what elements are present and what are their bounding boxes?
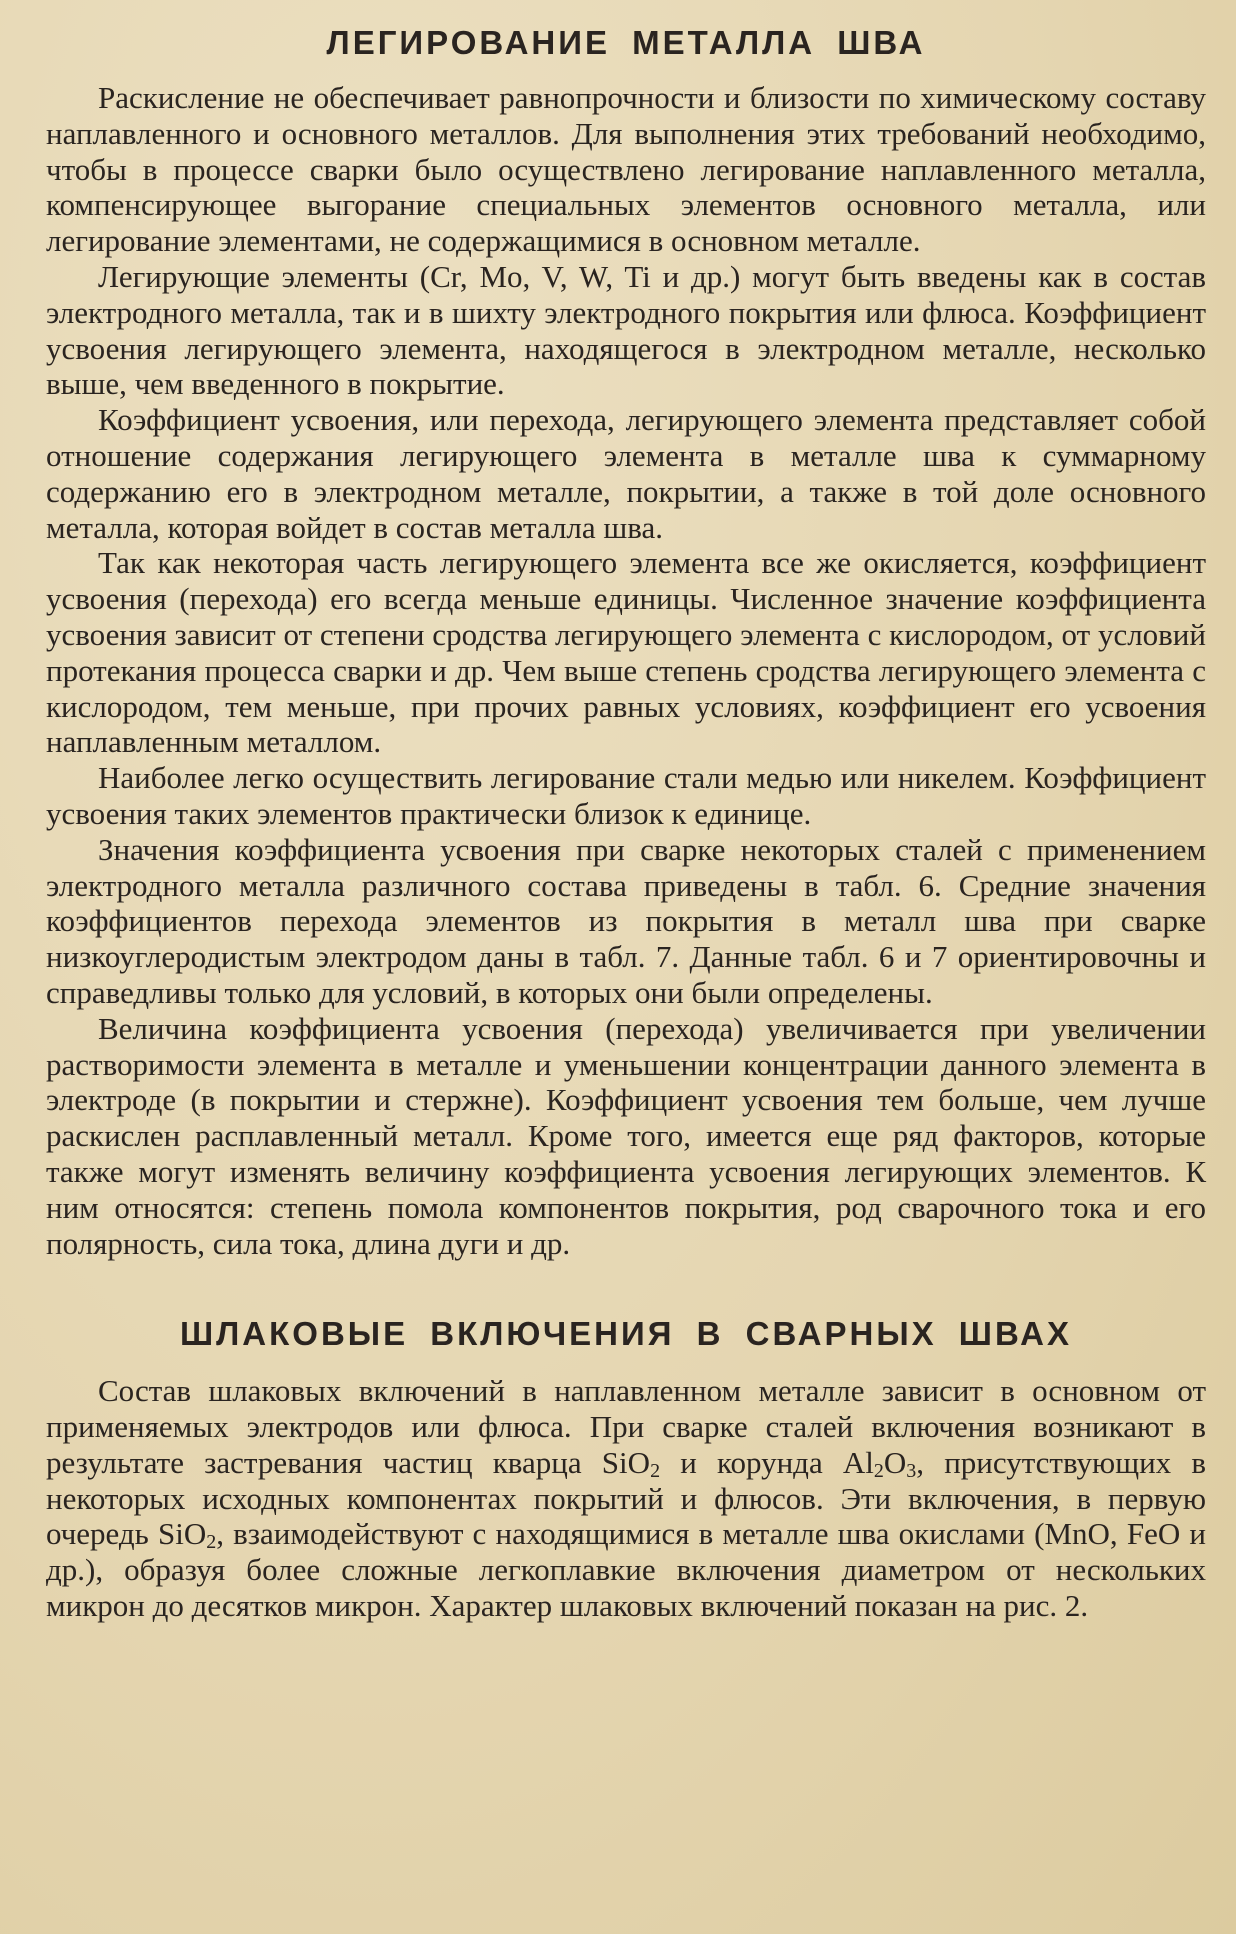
paragraph-oxidation: Так как некоторая часть легирующего элемента все же окисляется, коэффициент усвоения (перехода) его всегда меньше единицы. Численное значение коэффициента усвоения зависит от степени сродства легирующего элемента с кислородом, от условий протекания процесса сварки и др. Чем выше степень сродства легирующего элемента с кислородом, тем меньше, при прочих равных условиях, коэффициент его усвоения наплавленным металлом. bbox=[46, 545, 1206, 760]
text-run: O bbox=[883, 1444, 907, 1480]
paragraph-coefficient-factors: Величина коэффициента усвоения (перехода) увеличивается при увеличении растворимости элемента в металле и уменьшении концентрации данного элемента в электроде (в покрытии и стержне). Коэффициент усвоения тем больше, чем лучше раскислен расплавленный металл. Кроме того, имеется еще ряд факторов, которые также могут изменять величину коэффициента усвоения легирующих элементов. К ним относятся: степень помола компонентов покрытия, род сварочного тока и его полярность, сила тока, длина дуги и др. bbox=[46, 1010, 1206, 1261]
paragraph-slag-composition bbox=[46, 1373, 1206, 1624]
paragraph-alloying-elements: Легирующие элементы (Cr, Mo, V, W, Ti и др.) могут быть введены как в состав электродного металла, так и в шихту электродного покрытия или флюса. Коэффициент усвоения легирующего элемента, находящегося в электродном металле, несколько выше, чем введенного в покрытие. bbox=[46, 258, 1206, 402]
text-run: и корунда Al bbox=[660, 1444, 874, 1480]
paragraph-deoxidation: Раскисление не обеспечивает равнопрочности и близости по химическому составу наплавленного и основного металлов. Для выполнения этих требований необходимо, чтобы в процессе сварки было осуществлено легирование наплавленного металла, компенсирующее выгорание специальных элементов основного металла, или легирование элементами, не содержащимися в основном металле. bbox=[46, 80, 1206, 259]
subscript: 3 bbox=[906, 1459, 917, 1482]
subscript: 2 bbox=[873, 1459, 884, 1482]
text-run: , присутствующих в некоторых исходных компонентах покрытий и флюсов. Эти включения, в первую очередь SiO bbox=[46, 1444, 1206, 1552]
paragraph-transfer-coefficient-definition: Коэффициент усвоения, или перехода, легирующего элемента представляет собой отношение содержания легирующего элемента в металле шва к суммарному содержанию его в электродном металле, покрытии, а также в той доле основного металла, которая войдет в состав металла шва. bbox=[46, 402, 1206, 545]
paragraph-tables-reference: Значения коэффициента усвоения при сварке некоторых сталей с применением электродного металла различного состава приведены в табл. 6. Средние значения коэффициентов перехода элементов из покрытия в металл шва при сварке низкоуглеродистым электродом даны в табл. 7. Данные табл. 6 и 7 ориентировочны и справедливы только для условий, в которых они были определены. bbox=[46, 831, 1206, 1010]
section-title-alloying: ЛЕГИРОВАНИЕ МЕТАЛЛА ШВА bbox=[326, 24, 926, 61]
section-title-slag-inclusions: ШЛАКОВЫЕ ВКЛЮЧЕНИЯ В СВАРНЫХ ШВАХ bbox=[179, 1315, 1072, 1353]
text-run: , взаимодействуют с находящимися в металле шва окислами (MnO, FeO и др.), образуя более сложные легкоплавкие включения диаметром от нескольких микрон до десятков микрон. Характер шлаковых включений показан на рис. 2. bbox=[46, 1516, 1206, 1624]
paragraph-copper-nickel: Наиболее легко осуществить легирование стали медью или никелем. Коэффициент усвоения таких элементов практически близок к единице. bbox=[46, 760, 1206, 831]
subscript: 2 bbox=[206, 1531, 217, 1554]
text-run: Состав шлаковых включений в наплавленном металле зависит в основном от применяемых электродов или флюса. При сварке сталей включения возникают в результате застревания частиц кварца SiO bbox=[46, 1373, 1206, 1480]
subscript: 2 bbox=[650, 1459, 661, 1482]
